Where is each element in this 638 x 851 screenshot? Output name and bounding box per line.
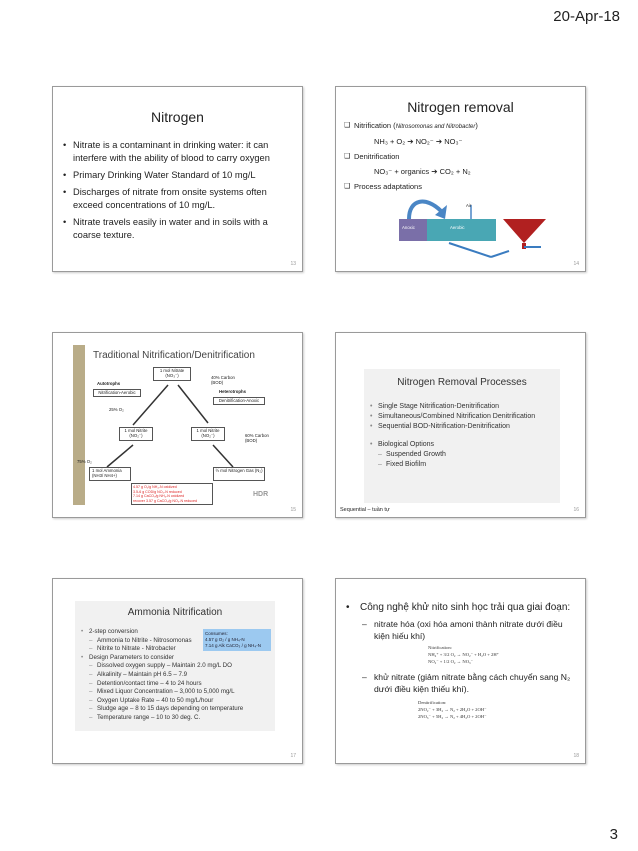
- carbon-40-label: 40% Carbon (BOD): [211, 375, 235, 385]
- consumed-line: recover 3.57 g CaCO₃/g NO₃-N reduced: [133, 498, 198, 503]
- design-param: – Sludge age – 8 to 15 days depending on temperature: [81, 705, 269, 714]
- panel-title: Nitrogen Removal Processes: [397, 377, 527, 388]
- nitrification-diagram: [73, 345, 279, 505]
- header-date: 20-Apr-18: [553, 8, 620, 25]
- denitrification-item: ❑ Denitrification: [344, 152, 575, 162]
- consumed-line: 7.14 g CaCO₃/g NH₄-N oxidized: [133, 494, 185, 498]
- slide-14[interactable]: [335, 86, 586, 272]
- processes-panel: [364, 369, 560, 503]
- design-param: – Mixed Liquor Concentration – 3,000 to 5,000 mg/L: [81, 688, 269, 697]
- slide-number: 15: [290, 507, 296, 513]
- design-param: – Alkalinity – Maintain pH 6.5 – 7.9: [81, 671, 269, 680]
- nitrification-item: ❑ Nitrification (Nitrosomonas and Nitrobacter): [344, 121, 575, 132]
- intro-bullet: • Công nghệ khử nito sinh học trải qua giai đoạn:: [346, 601, 577, 615]
- slide-title: Nitrogen: [151, 109, 204, 125]
- conversion-item: • 2-step conversion: [81, 628, 269, 637]
- bullet-item: • Nitrate travels easily in water and in soils with a coarse texture.: [63, 216, 292, 242]
- step2-bullet: – khử nitrate (giảm nitrate bằng cách chuyển sang N₂ dưới điều kiện thiếu khí).: [346, 671, 577, 695]
- slide-13[interactable]: [52, 86, 303, 272]
- slide-16[interactable]: [335, 332, 586, 518]
- nitrogen-gas-box: ½ mol Nitrogen Gas (N₂): [213, 467, 265, 481]
- slide-15[interactable]: [52, 332, 303, 518]
- consumed-line: 4.57 g O₂/g NH₄-N oxidized: [133, 485, 177, 489]
- panel-title: Ammonia Nitrification: [127, 607, 223, 618]
- denitrification-formula: Denitrification: 2NO₂⁻ + 3H₂ → N₂ + 2H₂O + 2OH⁻ 2NO₃⁻ + 5H₂ → N₂ + 4H₂O + 2OH⁻: [418, 700, 487, 719]
- consumes-line: 7.14 g Alk CaCO₃ / g NH₄-N: [205, 643, 261, 648]
- slide-17[interactable]: [52, 578, 303, 764]
- bullet-item: • Nitrate is a contaminant in drinking water: it can interfere with the ability of blood to carry oxygen: [63, 139, 292, 165]
- step1-bullet: – nitrate hóa (oxi hóa amoni thành nitrate dưới điều kiện hiếu khí): [346, 618, 577, 642]
- slide-18[interactable]: [335, 578, 586, 764]
- air-label: Air: [466, 203, 472, 208]
- design-param: – Detention/contact time – 4 to 24 hours: [81, 680, 269, 689]
- aerobic-label: Aerobic: [450, 225, 465, 230]
- process-diagram: [391, 191, 571, 261]
- process-item: • Sequential BOD-Nitrification-Denitrification: [370, 422, 554, 432]
- slide-note: Sequential – tuần tự: [340, 507, 390, 513]
- consumes-title: Consumes:: [205, 631, 228, 636]
- conversion-step: – Nitrite to Nitrate - Nitrobacter: [81, 645, 269, 654]
- design-param: – Temperature range – 10 to 30 deg. C.: [81, 714, 269, 723]
- design-item: • Design Parameters to consider: [81, 654, 269, 663]
- denitrification-equation: NO₃⁻ + organics ➔ CO₂ + N₂: [374, 167, 471, 176]
- nitrification-formula: Nitrification: NH₄⁺ + 3/2 O₂ → NO₂⁻ + H₂O + 2H⁺ NO₂⁻ + 1/2 O₂ → NO₃⁻: [428, 645, 500, 664]
- consumes-line: 4.57 g O₂ / g NH₄-N: [205, 637, 245, 642]
- ammonia-box: 1 mol Ammonia (NH3/ NH4+): [89, 467, 131, 481]
- carbon-60-label: 60% Carbon (BOD): [245, 433, 269, 443]
- bio-option: – Fixed Biofilm: [370, 460, 554, 470]
- slide-number: 13: [290, 261, 296, 267]
- slide-number: 18: [573, 753, 579, 759]
- heterotrophs-label: Heterotrophs: [219, 389, 246, 394]
- anoxic-label: Anoxic: [402, 225, 415, 230]
- slide-number: 16: [573, 507, 579, 513]
- bio-options: • Biological Options: [370, 440, 554, 450]
- bullet-item: • Discharges of nitrate from onsite systems often exceed concentrations of 10 mg/L.: [63, 186, 292, 212]
- bullet-item: • Primary Drinking Water Standard of 10 mg/L: [63, 169, 292, 182]
- nitrite-right-box: 1 mol Nitrite (NO₂⁻): [191, 427, 225, 441]
- consumed-line: 3.5-6 g COD/g NO₃-N reduced: [133, 489, 182, 494]
- conversion-step: – Ammonia to Nitrite - Nitrosomonas: [81, 637, 269, 646]
- slide-title: Nitrogen removal: [407, 99, 514, 115]
- process-item: • Single Stage Nitrification-Denitrification: [370, 402, 554, 412]
- consumed-box: [131, 483, 213, 505]
- slide-number: 14: [573, 261, 579, 267]
- o2-75-label: 75% O₂: [77, 459, 92, 464]
- slide-number: 17: [290, 753, 296, 759]
- autotrophs-label: Autotrophs: [97, 381, 121, 386]
- diagram-title: Traditional Nitrification/Denitrification: [93, 350, 255, 361]
- design-param: – Dissolved oxygen supply – Maintain 2.0 mg/L DO: [81, 662, 269, 671]
- nitrification-equation: NH₃ + O₂ ➔ NO₂⁻ ➔ NO₃⁻: [374, 137, 463, 146]
- bio-option: – Suspended Growth: [370, 450, 554, 460]
- hdr-logo: HDR: [253, 491, 269, 498]
- ammonia-panel: [75, 601, 275, 731]
- process-item: • Simultaneous/Combined Nitrification Denitrification: [370, 412, 554, 422]
- page-number: 3: [609, 826, 618, 843]
- o2-25-label: 25% O₂: [109, 407, 124, 412]
- process-item: ❑ Process adaptations: [344, 182, 575, 192]
- bullet-list: [63, 139, 292, 242]
- nitrite-left-box: 1 mol Nitrite (NO₂⁻): [119, 427, 153, 441]
- nitrate-box: 1 mol Nitrate (NO₃⁻): [153, 367, 191, 381]
- nitrification-aerobic-box: Nitrification-Aerobic: [93, 389, 141, 397]
- denitrification-anoxic-box: Denitrification-Anoxic: [213, 397, 265, 405]
- design-param: – Oxygen Uptake Rate – 40 to 50 mg/L/hour: [81, 697, 269, 706]
